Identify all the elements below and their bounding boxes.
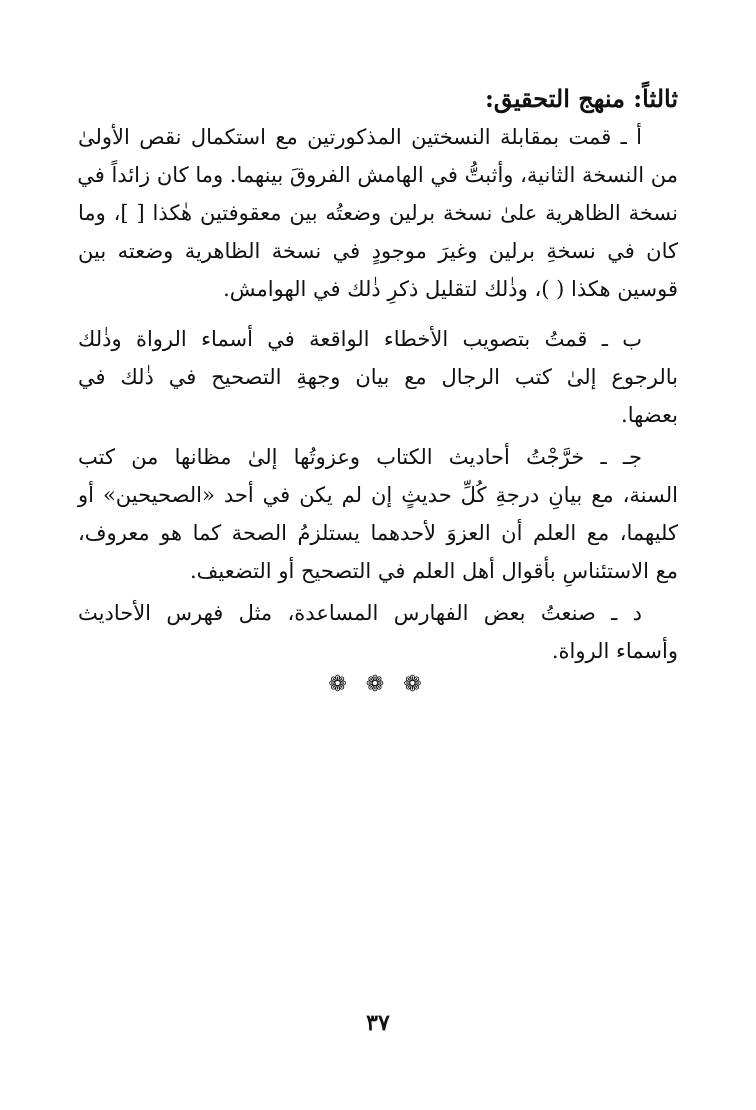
- paragraph-line: كان في نسخةِ برلين وغيرَ موجودٍ في نسخة الظاهرية وضعته بين: [78, 239, 678, 263]
- ornament-divider: ❁ ❁ ❁: [328, 672, 428, 697]
- paragraph-line: جـ ـ خرَّجْتُ أحاديث الكتاب وعزوتُها إلىٰ مظانها من كتب: [78, 445, 642, 469]
- paragraph-line: نسخة الظاهرية علىٰ نسخة برلين وضعتُه بين معقوفتين هٰكذا [ ]، وما: [78, 201, 678, 225]
- paragraph-line: مع الاستئناسِ بأقوال أهل العلم في التصحيح أو التضعيف.: [189, 559, 678, 583]
- paragraph-a: [78, 118, 678, 308]
- paragraph-line: ب ـ قمتُ بتصويب الأخطاء الواقعة في أسماء الرواة وذٰلك: [78, 327, 642, 351]
- paragraph-line: كليهما، مع العلم أن العزوَ لأحدهما يستلزمُ الصحة كما هو معروف،: [78, 521, 678, 545]
- section-heading: ثالثاً: منهج التحقيق:: [484, 84, 678, 113]
- paragraph-line: بالرجوع إلىٰ كتب الرجال مع بيان وجهةِ التصحيح في ذٰلك في: [78, 365, 678, 389]
- paragraph-line: قوسين هكذا ( )، وذٰلك لتقليل ذكرِ ذٰلك في الهوامش.: [223, 277, 678, 301]
- paragraph-line: السنة، مع بيانِ درجةِ كُلِّ حديثٍ إن لم يكن في أحد «الصحيحين» أو: [78, 483, 678, 507]
- paragraph-line: وأسماء الرواة.: [551, 639, 678, 663]
- paragraph-d: [78, 594, 678, 670]
- paragraph-c: [78, 438, 678, 590]
- paragraph-line: من النسخة الثانية، وأثبتُّ في الهامش الفروقَ بينهما. وما كان زائداً في: [77, 163, 678, 187]
- paragraph-line: أ ـ قمت بمقابلة النسختين المذكورتين مع استكمال نقص الأولىٰ: [78, 125, 642, 149]
- paragraph-line: بعضها.: [621, 403, 678, 427]
- paragraph-line: د ـ صنعتُ بعض الفهارس المساعدة، مثل فهرس الأحاديث: [78, 601, 642, 625]
- paragraph-b: [78, 320, 678, 434]
- page-number: ٣٧: [366, 1010, 390, 1036]
